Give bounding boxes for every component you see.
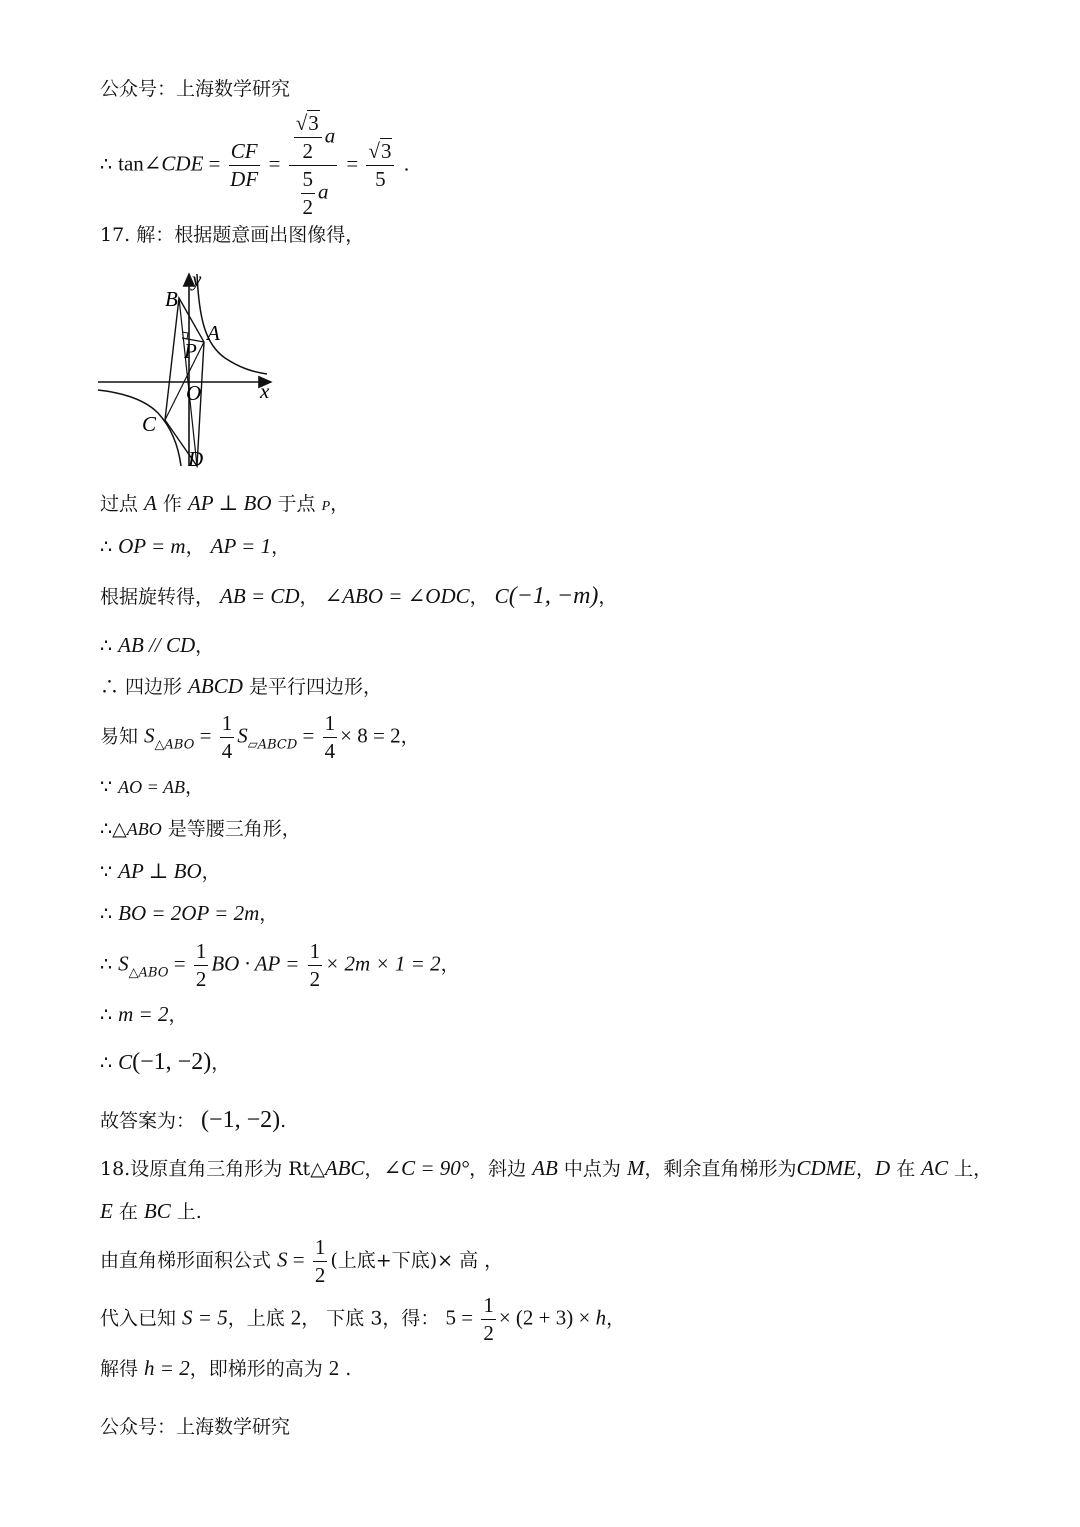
equals: = bbox=[346, 151, 364, 176]
label-c: C bbox=[142, 412, 157, 436]
q17-line3: 根据旋转得， AB = CD， ∠ABO = ∠ODC， C(−1, −m)， bbox=[100, 583, 618, 609]
q17-line1: 过点 A 作 AP ⊥ BO 于点 P， bbox=[100, 491, 350, 515]
q17-line7: ∵ AO = AB， bbox=[100, 776, 204, 798]
equals: = bbox=[268, 151, 286, 176]
q17-answer: 故答案为： (−1, −2). bbox=[100, 1107, 287, 1133]
equals: = bbox=[203, 151, 226, 176]
hyperbola-branch-left bbox=[98, 390, 181, 466]
q17-line10: ∴ BO = 2OP = 2m， bbox=[100, 901, 279, 925]
q17-line9: ∵ AP ⊥ BO， bbox=[100, 859, 221, 883]
q17-title: 17. 解：根据题意画出图像得， bbox=[100, 224, 365, 246]
frac-num: CF bbox=[229, 140, 260, 166]
q17-line11: ∴ $S_{\triangle ABO}$ = $\frac{1}{2}$ BO · AP = $\frac{1}{2}$ × 2m × 1 = 2， bbox=[100, 939, 460, 992]
label-b: B bbox=[165, 287, 178, 311]
frac-den: 5 bbox=[375, 167, 386, 192]
var-a: a bbox=[324, 123, 336, 148]
inner-frac-bottom bbox=[301, 168, 316, 219]
label-d: D bbox=[188, 447, 204, 471]
q18-line2: E 在 BC 上. bbox=[100, 1199, 202, 1223]
q18-line5: 解得 h = 2，即梯形的高为 2 . bbox=[100, 1356, 352, 1380]
therefore-symbol: ∴ bbox=[100, 153, 119, 176]
var-a: a bbox=[318, 179, 329, 204]
angle-cde: CDE bbox=[161, 151, 204, 176]
fraction-cf-df bbox=[229, 140, 260, 191]
label-p: P bbox=[184, 339, 197, 363]
q17-line6: 易知 $S_{\triangle ABO}$ = $\frac{1}{4}$ $S_{▱ABCD}$ = $\frac{1}{4}$ × 8 = 2， bbox=[100, 711, 420, 764]
frac-den: 2 bbox=[302, 195, 313, 220]
compound-fraction bbox=[289, 112, 338, 219]
q18-line3: 由直角梯形面积公式 S = $\frac{1}{2}$ (上底+下底)× 高 ， bbox=[100, 1235, 504, 1288]
result-fraction: $\frac{√3}{5}$ bbox=[366, 140, 394, 191]
watermark-top: 公众号：上海数学研究 bbox=[100, 78, 291, 100]
q17-line5: ∴ 四边形 ABCD 是平行四边形， bbox=[100, 674, 382, 698]
label-a: A bbox=[207, 321, 220, 345]
q17-line12: ∴ m = 2， bbox=[100, 1002, 188, 1026]
period: . bbox=[403, 153, 410, 176]
sqrt-radicand: 3 bbox=[380, 139, 392, 164]
compound-num bbox=[289, 112, 338, 166]
q17-line13: ∴ C(−1, −2)， bbox=[100, 1049, 231, 1075]
q18-line1: 18.设原直角三角形为 Rt△ABC，∠C = 90°，斜边 AB 中点为 M，剩余直角梯形为CDME，D 在 AC 上， bbox=[100, 1156, 993, 1180]
compound-den bbox=[289, 166, 338, 219]
q17-line8: ∴△ABO 是等腰三角形， bbox=[100, 818, 301, 840]
label-x: x bbox=[260, 379, 270, 403]
frac-num: 5 bbox=[301, 168, 316, 194]
tan-func: tan∠ bbox=[118, 151, 162, 176]
q18-line4: 代入已知 S = 5，上底 2， 下底 3，得： 5 = $\frac{1}{2}$ × (2 + 3) × h， bbox=[100, 1293, 626, 1346]
label-o: O bbox=[186, 381, 202, 405]
function-graph bbox=[95, 268, 285, 473]
tan-equation bbox=[100, 112, 410, 219]
frac-den: DF bbox=[230, 167, 259, 192]
sqrt-radicand: 3 bbox=[308, 111, 319, 135]
q17-line2: ∴ OP = m， AP = 1， bbox=[100, 534, 291, 558]
q17-line4: ∴ AB // CD， bbox=[100, 633, 215, 657]
label-y: y bbox=[192, 268, 202, 291]
watermark-bottom: 公众号：上海数学研究 bbox=[100, 1416, 291, 1438]
inner-frac-top: $\frac{√3}{2}$ bbox=[294, 112, 322, 163]
frac-den: 2 bbox=[302, 139, 313, 164]
